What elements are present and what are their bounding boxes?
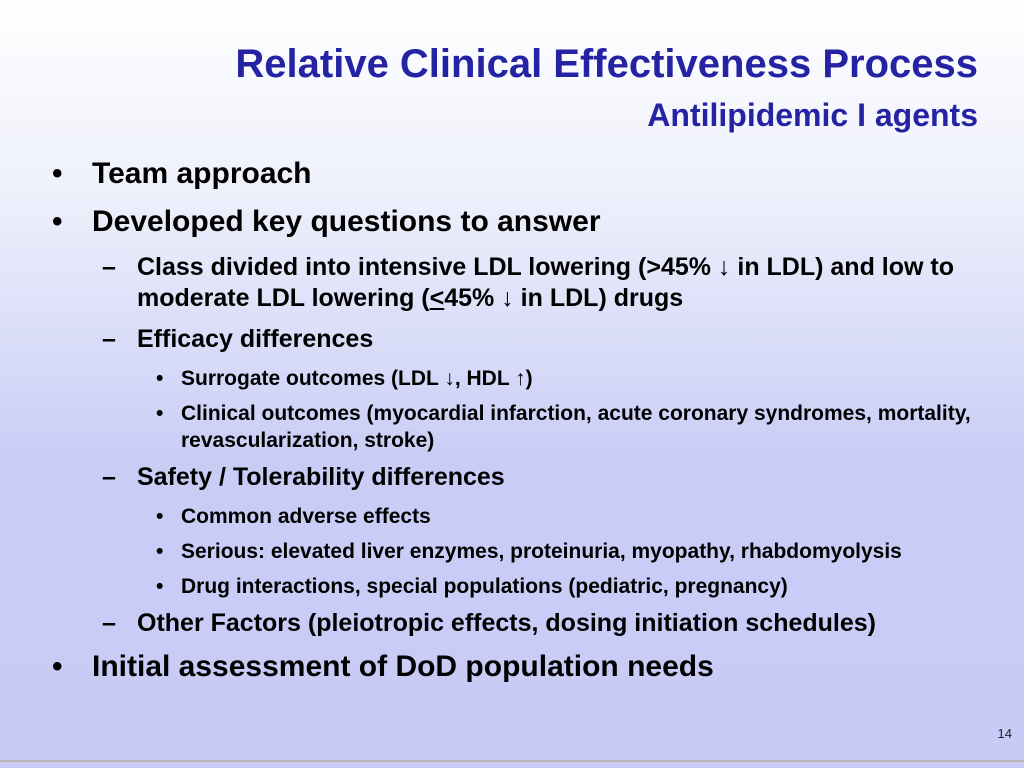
bullet-marker: • [156, 505, 164, 528]
subsubbullet-text: Clinical outcomes (myocardial infarction, acute coronary syndromes, mortality, revascularization, stroke) [181, 402, 971, 452]
less-than-or-equal-symbol: < [429, 284, 445, 312]
subbullet-text: Other Factors (pleiotropic effects, dosing initiation schedules) [137, 609, 876, 637]
subsubbullet-text: Drug interactions, special populations (pediatric, pregnancy) [181, 575, 788, 598]
subbullet-other-factors [52, 608, 992, 639]
dash-marker: – [102, 253, 116, 281]
down-arrow-icon: ↓ [717, 253, 731, 281]
bullet-key-questions [52, 204, 992, 240]
subbullet-text [137, 252, 992, 314]
subsubbullet-serious [52, 538, 992, 565]
bullet-marker: • [156, 402, 164, 425]
subsubbullet-drug-interactions [52, 573, 992, 600]
text-segment: , HDL [454, 367, 516, 390]
subbullet-text: Efficacy differences [137, 325, 374, 353]
subbullet-text: Safety / Tolerability differences [137, 463, 505, 491]
bullet-initial-assessment [52, 649, 992, 685]
dash-marker: – [102, 609, 116, 637]
bullet-marker: • [52, 205, 63, 238]
bullet-text: Team approach [92, 157, 312, 190]
subsubbullet-text: Serious: elevated liver enzymes, proteinuria, myopathy, rhabdomyolysis [181, 540, 902, 563]
up-arrow-icon: ↑ [515, 367, 526, 390]
bullet-marker: • [156, 575, 164, 598]
dash-marker: – [102, 325, 116, 353]
text-segment: ) [525, 367, 533, 390]
down-arrow-icon: ↓ [444, 367, 455, 390]
dash-marker: – [102, 463, 116, 491]
bullet-team-approach [52, 156, 992, 192]
text-segment: in LDL) drugs [513, 284, 684, 312]
subsubbullet-clinical-outcomes [52, 400, 992, 454]
subsubbullet-text: Common adverse effects [181, 505, 431, 528]
text-segment: Surrogate outcomes (LDL [181, 367, 445, 390]
subsubbullet-surrogate-outcomes [52, 365, 992, 392]
subsubbullet-text [181, 365, 992, 392]
bullet-marker: • [156, 367, 164, 390]
bullet-marker: • [156, 540, 164, 563]
down-arrow-icon: ↓ [501, 284, 514, 312]
subbullet-safety [52, 462, 992, 493]
bullet-marker: • [52, 650, 63, 683]
page-number: 14 [997, 726, 1012, 741]
text-segment: 45% [444, 284, 502, 312]
text-segment: Class divided into intensive LDL lowering (>45% [137, 253, 718, 281]
bullet-list [52, 156, 992, 697]
bullet-marker: • [52, 157, 63, 190]
text-segment: in LDL) and low to moderate LDL lowering ( [137, 253, 954, 312]
bottom-divider [0, 760, 1024, 762]
bullet-text: Developed key questions to answer [92, 205, 601, 238]
slide-title: Relative Clinical Effectiveness Process [235, 42, 978, 86]
bullet-text: Initial assessment of DoD population needs [92, 650, 714, 683]
slide-subtitle: Antilipidemic I agents [647, 97, 978, 133]
subbullet-class-divided [52, 252, 992, 314]
subbullet-efficacy [52, 324, 992, 355]
subsubbullet-common-adverse [52, 503, 992, 530]
